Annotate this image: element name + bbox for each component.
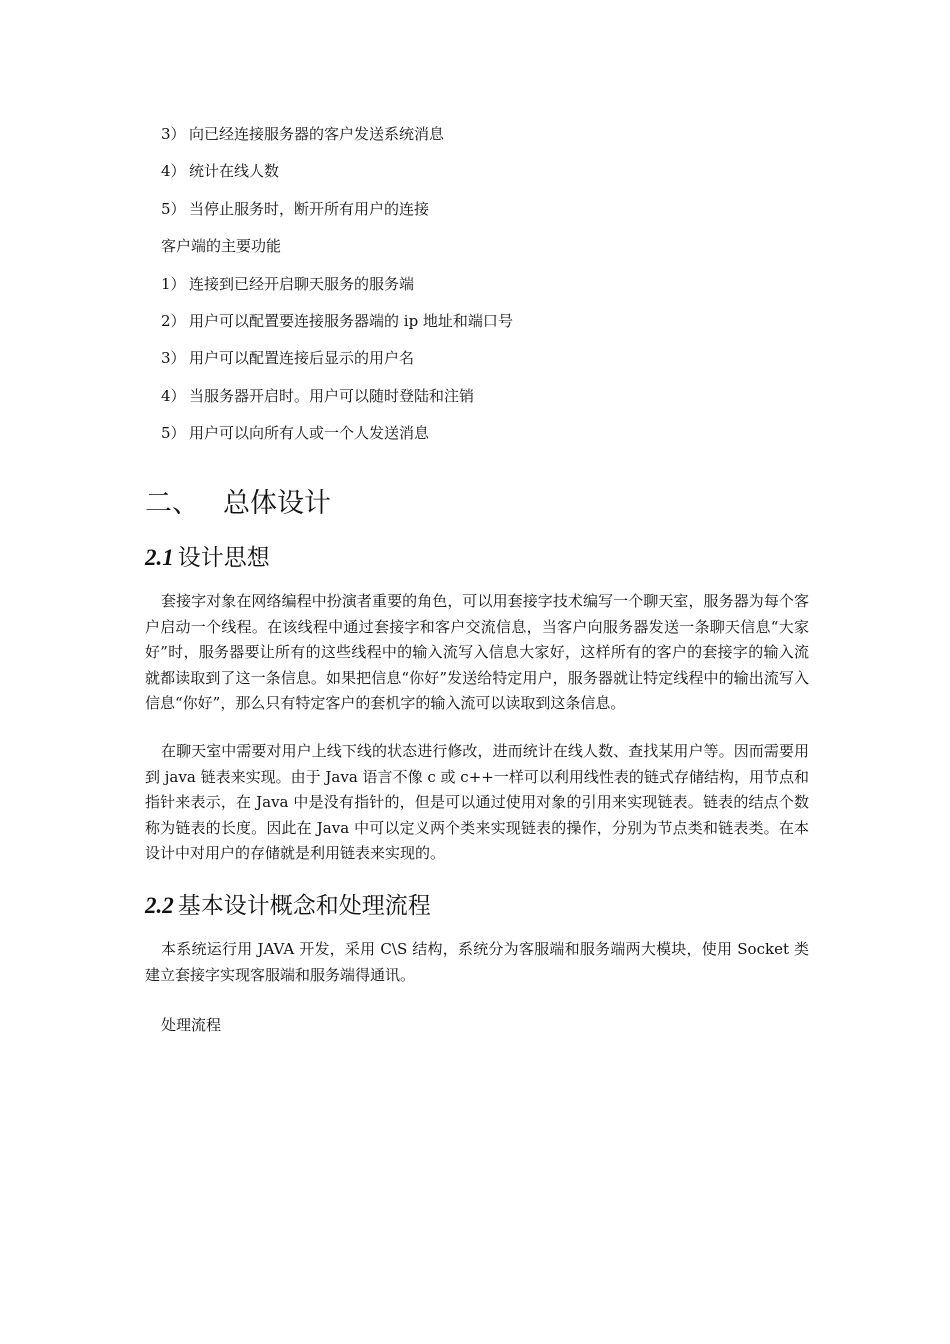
list-item xyxy=(161,347,414,369)
chapter-number: 二、 xyxy=(145,488,199,519)
section-title: 基本设计概念和处理流程 xyxy=(177,893,431,919)
list-item-text: 连接到已经开启聊天服务的服务端 xyxy=(189,275,415,293)
list-item-number: 3） xyxy=(161,349,186,367)
list-item-text: 用户可以向所有人或一个人发送消息 xyxy=(189,424,430,442)
list-item xyxy=(161,273,414,295)
list-item-number: 4） xyxy=(161,387,186,405)
process-flow-label: 处理流程 xyxy=(161,1016,222,1034)
chapter-heading xyxy=(145,486,331,522)
body-paragraph: 本系统运行用 JAVA 开发，采用 C\S 结构，系统分为客服端和服务端两大模块，使用 Socket 类建立套接字实现客服端和服务端得通讯。 xyxy=(145,940,809,984)
list-item xyxy=(161,123,444,145)
list-item-number: 2） xyxy=(161,312,186,330)
section-heading-2-2 xyxy=(145,891,431,921)
list-item-text: 用户可以配置要连接服务器端的 ip 地址和端口号 xyxy=(189,312,513,330)
list-item-number: 4） xyxy=(161,162,186,180)
list-item-text: 当服务器开启时。用户可以随时登陆和注销 xyxy=(189,387,475,405)
list-item xyxy=(161,160,279,182)
list-item xyxy=(161,422,429,444)
body-paragraph: 在聊天室中需要对用户上线下线的状态进行修改，进而统计在线人数、查找某用户等。因而需要用到 java 链表来实现。由于 Java 语言不像 c 或 c++一样可以利用线性表的链式存储结构，用节点和指针来表示，在 Java 中是没有指针的，但是可以通过使用对象的引用来实现链表。链表的结点个数称为链表的长度。因此在 Java 中可以定义两个类来实现链表的操作，分别为节点类和链表类。在本设计中对用户的存储就是利用链表来实现的。 xyxy=(145,742,809,862)
list-item xyxy=(161,385,474,407)
body-paragraph: 套接字对象在网络编程中扮演者重要的角色，可以用套接字技术编写一个聊天室，服务器为每个客户启动一个线程。在该线程中通过套接字和客户交流信息，当客户向服务器发送一条聊天信息“大家好”时，服务器要让所有的这些线程中的输入流写入信息大家好，这样所有的客户的套接字的输入流就都读取到了这一条信息。如果把信息“你好”发送给特定用户，服务器就让特定线程中的输出流写入信息“你好”，那么只有特定客户的套机字的输入流可以读取到这条信息。 xyxy=(145,592,809,712)
section-number: 2.2 xyxy=(145,893,174,918)
list-item-text: 用户可以配置连接后显示的用户名 xyxy=(189,349,415,367)
chapter-title: 总体设计 xyxy=(223,488,331,519)
list-item-number: 3） xyxy=(161,125,186,143)
list-item-text: 向已经连接服务器的客户发送系统消息 xyxy=(189,125,445,143)
list-item xyxy=(161,198,429,220)
section-number: 2.1 xyxy=(145,545,174,570)
section-title: 设计思想 xyxy=(177,545,270,571)
client-features-heading: 客户端的主要功能 xyxy=(161,237,282,255)
list-item-number: 5） xyxy=(161,200,186,218)
section-heading-2-1 xyxy=(145,543,270,573)
list-item-text: 统计在线人数 xyxy=(189,162,280,180)
list-item xyxy=(161,310,513,332)
list-item-text: 当停止服务时，断开所有用户的连接 xyxy=(189,200,430,218)
list-item-number: 1） xyxy=(161,275,186,293)
list-item-number: 5） xyxy=(161,424,186,442)
